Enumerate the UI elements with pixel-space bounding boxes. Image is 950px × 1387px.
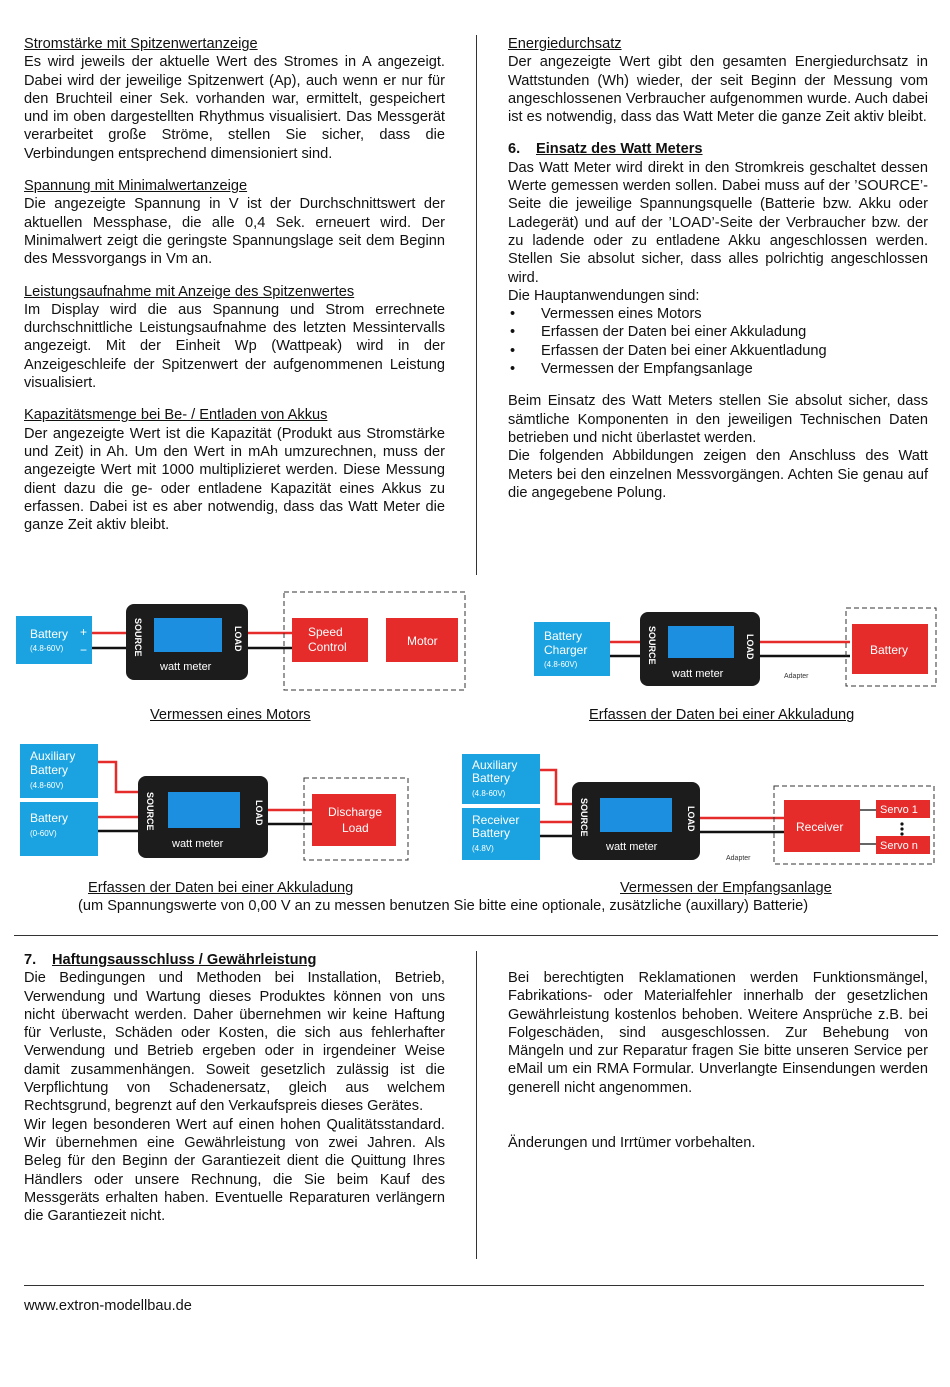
plus-sign: + — [80, 625, 88, 639]
capacity-heading: Kapazitätsmenge bei Be- / Entladen von Akkus — [24, 407, 328, 424]
liability-text: Die Bedingungen und Methoden bei Installation, Betrieb, Verwendung und Wartung dieses Produktes können von uns nicht überwacht werden. Daher übernehmen wir keine Haftung für Verluste, Schäden oder Kosten, die sich aus fehlerhafter Verwendung und Betrieb ergeben oder in irgendeiner Weise damit zusammenhängen. Soweit gesetzlich zulässig ist die Verpflichtung von Schadenersatz, gleich aus welchem Rechtsgrund, begrenzt auf den Verkaufspreis dieses Gerätes. — [24, 970, 445, 1115]
list-item: • Erfassen der Daten bei einer Akkuladung — [508, 323, 928, 341]
column-divider-top — [476, 35, 477, 575]
motor-label: Motor — [407, 634, 438, 648]
section-6-title: Einsatz des Watt Meters — [536, 141, 703, 158]
meter-label: watt meter — [606, 841, 658, 853]
receiver-label: Receiver — [796, 820, 844, 834]
wire-aux — [98, 762, 142, 792]
usage-text: Das Watt Meter wird direkt in den Stromkreis geschaltet dessen Werte gemessen werden sollen. Dabei muss auf der ’SOURCE’-Seite die jeweilige Spannungsquelle (Batterie bzw. Akku oder Ladegerät) und auf der ’LOAD’-Seite der Verbraucher bzw. der zu ladende oder zu entladene Akku angeschlossen werden. Stellen Sie absolut sicher, dass alles polrichtig angeschlossen wird. — [508, 159, 928, 286]
energy-text: Der angezeigte Wert gibt den gesamten Energiedurchsatz in Wattstunden (Wh) wieder, der seit Beginn der Messung vom angeschlossenen Verbraucher aufgenommen wurde. Auch dabei ist es notwendig, dass das Watt Meter die ganze Zeit aktiv bleibt. — [508, 54, 928, 126]
claims-text: Bei berechtigten Reklamationen werden Funktionsmängel, Fabrikations- oder Materialfehler innerhalb der gesetzlichen Gewährleistung kostenlos behoben. Weitere Ansprüche z.B. bei Folgeschäden, sind ausgeschlossen. Zur Behebung von Mängeln und zur Reparatur fragen Sie bitte unseren Service per eMail um ein RMA Formular. Unverlangte Einsendungen werden generell nicht angenommen. — [508, 970, 928, 1096]
charger-voltage: (4.8-60V) — [544, 660, 578, 669]
aux-label-2: Battery — [30, 763, 69, 777]
caption-motor: Vermessen eines Motors — [150, 707, 311, 723]
esc-label-2: Control — [308, 640, 347, 654]
meter-screen — [600, 798, 672, 832]
diagram-charging — [534, 604, 940, 692]
warranty-text: Wir legen besonderen Wert auf einen hohen Qualitätsstandard. Wir übernehmen eine Gewährleistung von zwei Jahren. Als Beleg für den Beginn der Garantiezeit dient die Quittung Ihres Händlers oder unsere Rechnung, die Sie beim Kauf des Messgeräts erhalten haben. Eventuelle Reparaturen verlängern die Garantiezeit nicht. — [24, 1116, 445, 1225]
right-column-top — [508, 35, 928, 502]
disclaimer-text: Änderungen und Irrtümer vorbehalten. — [508, 1135, 756, 1152]
load-label: LOAD — [254, 800, 264, 826]
aux-battery-note: (um Spannungswerte von 0,00 V an zu messen benutzen Sie bitte eine optionale, zusätzliche (auxillary) Batterie) — [78, 898, 809, 914]
left-column-top — [24, 35, 445, 548]
energy-section — [508, 35, 928, 126]
rx-battery-label-1: Receiver — [472, 813, 520, 827]
caption-discharge: Erfassen der Daten bei einer Akkuladung — [88, 880, 354, 896]
list-item: • Vermessen der Empfangsanlage — [508, 360, 928, 378]
load-label: LOAD — [233, 626, 243, 652]
meter-screen — [668, 626, 734, 658]
diagram-receiver — [462, 752, 938, 866]
source-label: SOURCE — [579, 798, 589, 837]
load-label-2: Load — [342, 821, 369, 835]
aux-label-2: Battery — [472, 771, 511, 785]
rx-battery-voltage: (4.8V) — [472, 844, 494, 853]
current-text: Es wird jeweils der aktuelle Wert des Stromes in A angezeigt. Dabei wird der jeweilige Spitzenwert (Ap), auch wenn er nur für den Bruchteil einer Sek. vorhanden war, ermittelt, gespeichert und im oben dargestellten Rhythmus visualisiert. Das Messgerät verarbeitet große Ströme, stellen Sie sicher, dass die Verbindungen entsprechend dimensioniert sind. — [24, 54, 445, 162]
meter-screen — [154, 618, 222, 652]
source-label: SOURCE — [647, 626, 657, 665]
section-7-number: 7. — [24, 952, 37, 968]
ellipsis-dot — [900, 832, 903, 835]
rx-battery-label-2: Battery — [472, 826, 511, 840]
load-label: LOAD — [686, 806, 696, 832]
section-6-number: 6. — [508, 141, 521, 158]
list-item: • Erfassen der Daten bei einer Akkuentladung — [508, 342, 928, 360]
power-section — [24, 283, 445, 393]
current-section — [24, 35, 445, 163]
power-text: Im Display wird die aus Spannung und Strom errechnete durchschnittliche Leistungsaufnahme des letzten Messintervalls angezeigt. Mit der Einheit Wp (Wattpeak) wird in der Anzeigeschleife der Spitzenwert der aufgenommenen Leistung visualisiert. — [24, 301, 445, 392]
footer-divider — [24, 1285, 924, 1286]
battery-label: Battery — [30, 811, 69, 825]
meter-label: watt meter — [160, 661, 212, 673]
load-label: LOAD — [745, 634, 755, 660]
list-item: • Vermessen eines Motors — [508, 305, 928, 323]
section-7-heading — [24, 951, 445, 969]
column-divider-bottom — [476, 951, 477, 1259]
footer-url: www.extron-modellbau.de — [24, 1298, 192, 1314]
apps-list — [508, 305, 928, 378]
voltage-heading: Spannung mit Minimalwertanzeige — [24, 178, 248, 195]
meter-screen — [168, 792, 240, 828]
apps-intro: Die Hauptanwendungen sind: — [508, 287, 700, 304]
servo-1-label: Servo 1 — [880, 804, 918, 816]
section-7-title: Haftungsausschluss / Gewährleistung — [52, 952, 317, 968]
minus-sign: − — [80, 643, 88, 657]
source-label: SOURCE — [145, 792, 155, 831]
current-heading: Stromstärke mit Spitzenwertanzeige — [24, 36, 258, 52]
capacity-text: Der angezeigte Wert ist die Kapazität (Produkt aus Stromstärke und Zeit) in Ah. Um den Wert in mAh umzurechnen, muss der angezeigte Wert mit 1000 multiplizieret werden. Diese Messung dient dazu die ge- oder entladene Kapazität eines Akkus zu erfassen. Dabei ist es aber notwendig, dass das Watt Meter die ganze Zeit aktiv bleibt. — [24, 425, 445, 534]
discharge-load-block — [312, 794, 396, 846]
aux-label-1: Auxiliary — [472, 758, 518, 772]
diagram-motor — [16, 588, 468, 696]
charger-label-1: Battery — [544, 629, 583, 643]
battery-voltage: (4.8-60V) — [30, 644, 64, 653]
wire-aux — [540, 770, 576, 804]
capacity-section — [24, 406, 445, 534]
energy-heading: Energiedurchsatz — [508, 36, 622, 52]
section-6-heading — [508, 140, 928, 158]
aux-label-1: Auxiliary — [30, 749, 76, 763]
section-divider — [14, 935, 938, 936]
load-label-1: Discharge — [328, 805, 383, 819]
voltage-text: Die angezeigte Spannung in V ist der Durchschnittswert der aktuellen Messphase, die alle 0,4 Sek. erneuert wird. Der Minimalwert zeigt die geringste Spannungslage seit dem Beginn des Messvorgangs in Vm an. — [24, 196, 445, 268]
battery-voltage: (0-60V) — [30, 829, 57, 838]
diagram-discharge — [20, 740, 420, 866]
power-heading: Leistungsaufnahme mit Anzeige des Spitzenwertes — [24, 283, 355, 300]
battery-label: Battery — [870, 643, 909, 657]
section-7-left — [24, 951, 445, 1225]
caption-receiver: Vermessen der Empfangsanlage — [620, 880, 832, 896]
battery-label: Battery — [30, 627, 69, 641]
charger-label-2: Charger — [544, 643, 588, 657]
esc-label-1: Speed — [308, 625, 343, 639]
adapter-label: Adapter — [784, 673, 809, 680]
section-7-right — [508, 969, 928, 1152]
ellipsis-dot — [900, 822, 903, 825]
aux-voltage: (4.8-60V) — [30, 781, 64, 790]
adapter-label: Adapter — [726, 855, 751, 862]
aux-voltage: (4.8-60V) — [472, 789, 506, 798]
ellipsis-dot — [900, 827, 903, 830]
caption-charging: Erfassen der Daten bei einer Akkuladung — [589, 707, 855, 723]
figures-text: Die folgenden Abbildungen zeigen den Anschluss des Watt Meters bei den einzelnen Messvorgängen. Achten Sie genau auf die angegebene Polung. — [508, 448, 928, 501]
source-label: SOURCE — [133, 618, 143, 657]
servo-n-label: Servo n — [880, 840, 918, 852]
meter-label: watt meter — [672, 668, 724, 680]
meter-label: watt meter — [172, 838, 224, 850]
voltage-section — [24, 177, 445, 268]
tech-text: Beim Einsatz des Watt Meters stellen Sie absolut sicher, dass sämtliche Komponenten in den jeweiligen Technischen Daten betrieben und nicht überlastet werden. — [508, 393, 928, 446]
